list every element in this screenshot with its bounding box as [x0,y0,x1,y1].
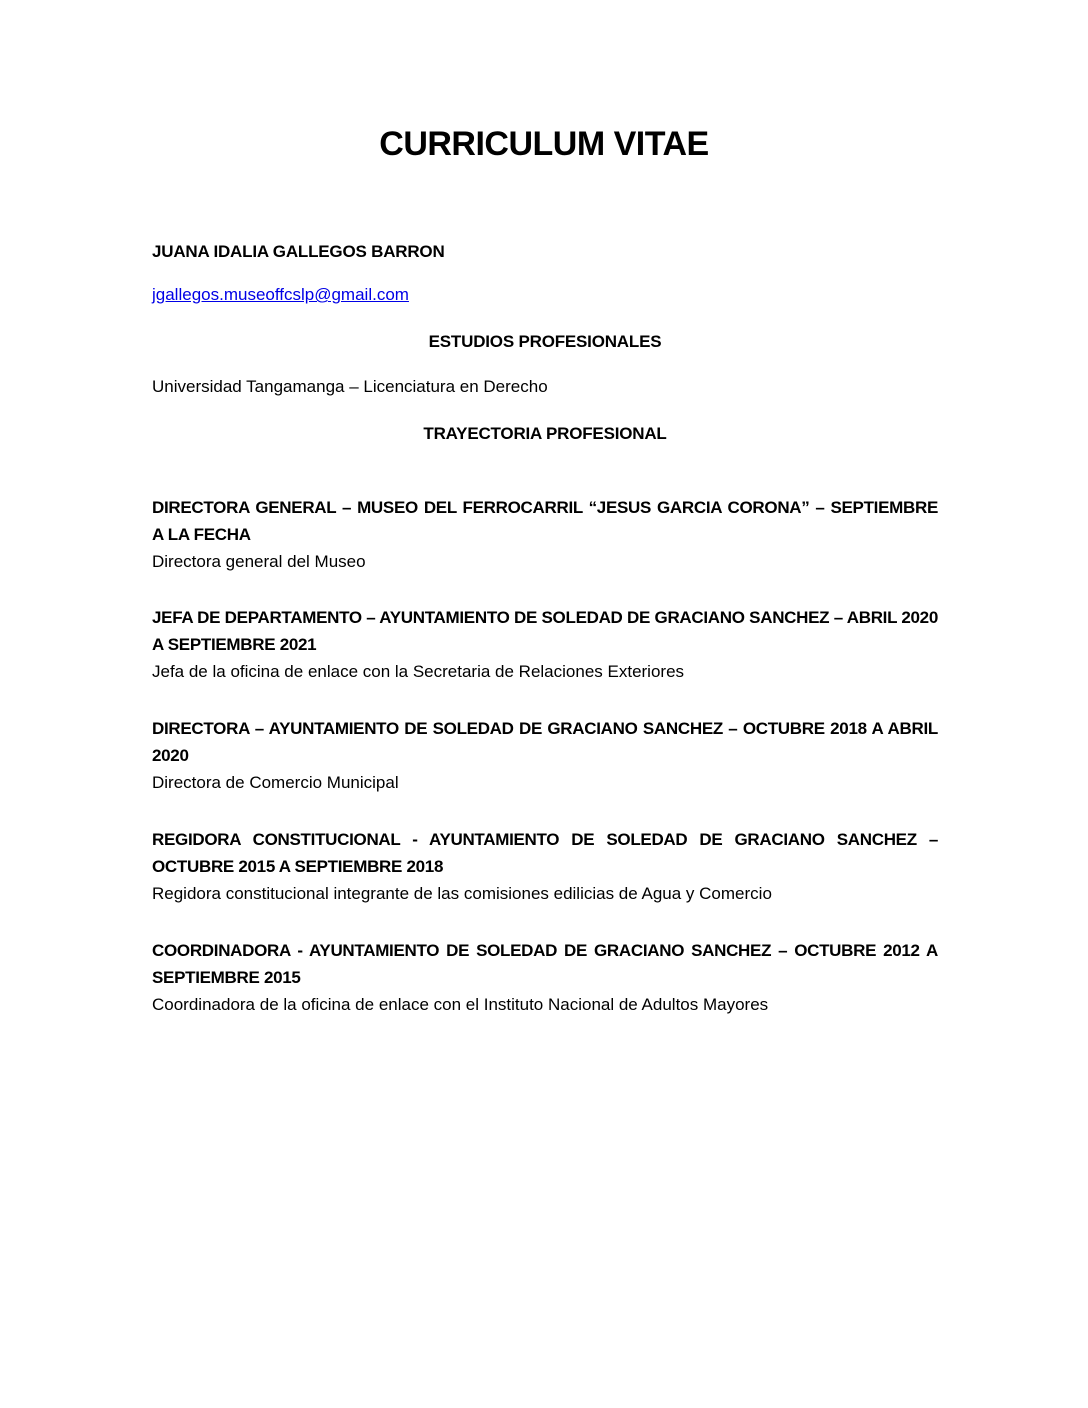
experience-description: Jefa de la oficina de enlace con la Secretaria de Relaciones Exteriores [152,662,685,681]
experience-entry [152,494,938,575]
experience-heading: COORDINADORA - AYUNTAMIENTO DE SOLEDAD DE GRACIANO SANCHEZ – OCTUBRE 2012 A SEPTIEMBRE 2015 [152,941,938,987]
experience-description: Coordinadora de la oficina de enlace con el Instituto Nacional de Adultos Mayores [152,995,769,1014]
experience-description: Directora general del Museo [152,552,366,571]
email-row [152,281,938,308]
experience-entry [152,826,938,907]
email-link[interactable]: jgallegos.museoffcslp@gmail.com [152,285,409,304]
experience-entry [152,604,938,685]
experience-heading: JEFA DE DEPARTAMENTO – AYUNTAMIENTO DE SOLEDAD DE GRACIANO SANCHEZ – ABRIL 2020 A SEPTIEMBRE 2021 [152,608,938,654]
experience-heading: REGIDORA CONSTITUCIONAL - AYUNTAMIENTO DE SOLEDAD DE GRACIANO SANCHEZ – OCTUBRE 2015 A SEPTIEMBRE 2018 [152,830,938,876]
section-heading-estudios: ESTUDIOS PROFESIONALES [428,332,662,351]
candidate-name: JUANA IDALIA GALLEGOS BARRON [152,242,445,261]
experience-entry [152,715,938,796]
experience-description: Regidora constitucional integrante de las comisiones edilicias de Agua y Comercio [152,884,772,903]
experience-heading: DIRECTORA GENERAL – MUSEO DEL FERROCARRIL “JESUS GARCIA CORONA” – SEPTIEMBRE A LA FECHA [152,498,938,544]
page-title: CURRICULUM VITAE [379,125,709,163]
experience-entry [152,937,938,1018]
section-heading-trayectoria: TRAYECTORIA PROFESIONAL [423,424,667,443]
experience-description: Directora de Comercio Municipal [152,773,399,792]
experience-heading: DIRECTORA – AYUNTAMIENTO DE SOLEDAD DE GRACIANO SANCHEZ – OCTUBRE 2018 A ABRIL 2020 [152,719,938,765]
education-entry: Universidad Tangamanga – Licenciatura en Derecho [152,377,548,396]
